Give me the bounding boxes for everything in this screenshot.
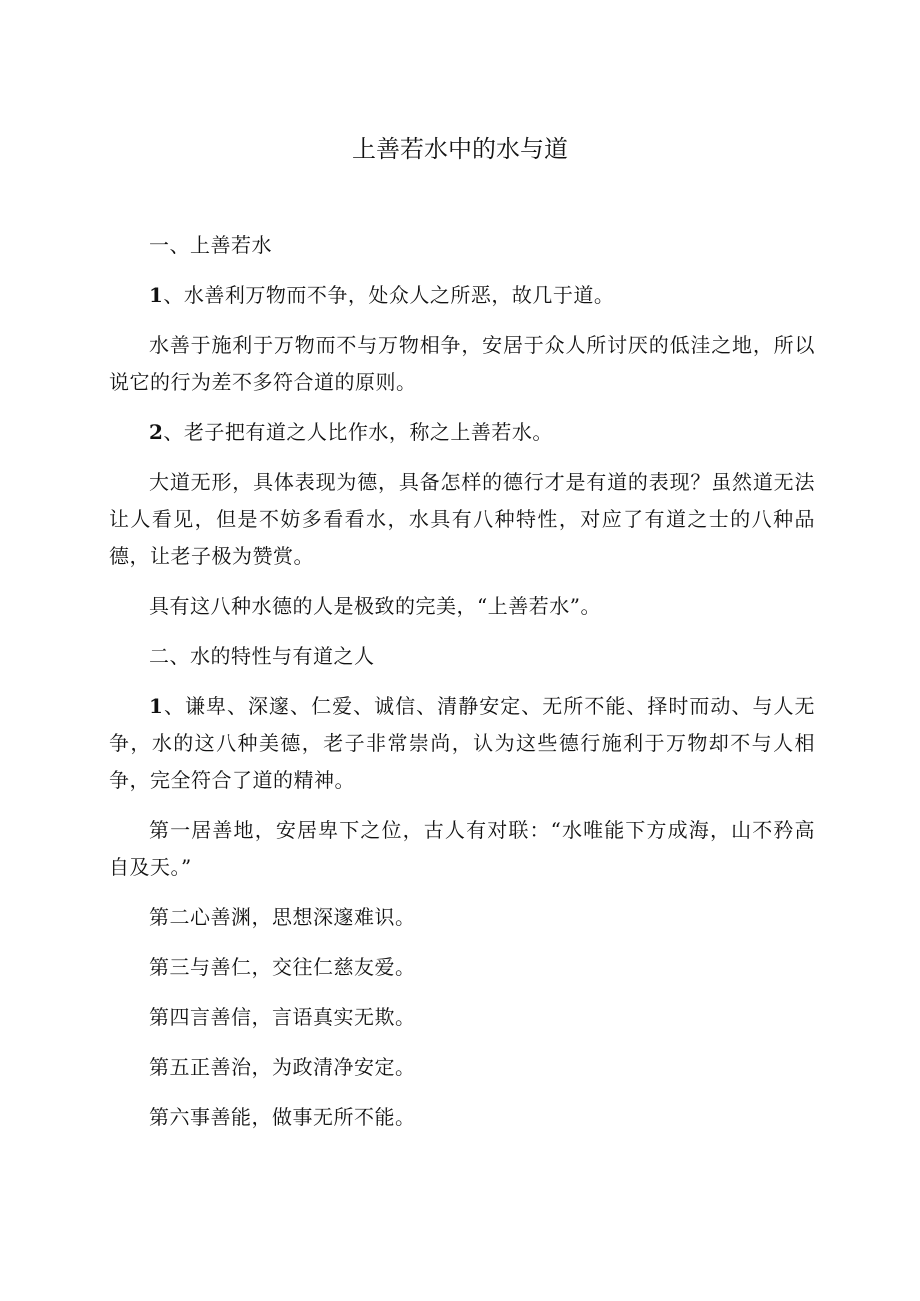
paragraph-text: 第三与善仁，交往仁慈友爱。 — [149, 955, 416, 979]
numbered-point — [109, 277, 815, 314]
numbered-point — [109, 414, 815, 451]
section-heading — [109, 227, 815, 264]
document-title: 上善若水中的水与道 — [352, 135, 568, 163]
paragraph-text: 第一居善地，安居卑下之位，古人有对联：“水唯能下方成海，山不矜高自及天。” — [109, 818, 815, 879]
paragraph — [109, 588, 815, 625]
paragraph-text: 第四言善信，言语真实无欺。 — [149, 1005, 416, 1029]
paragraph — [109, 812, 815, 886]
numbered-point — [109, 688, 815, 799]
paragraph — [109, 1049, 815, 1086]
paragraph-text: 二、水的特性与有道之人 — [149, 644, 375, 668]
paragraph-text: 第二心善渊，思想深邃难识。 — [149, 905, 416, 929]
paragraph-text: 、水善利万物而不争，处众人之所恶，故几于道。 — [163, 283, 615, 307]
paragraph — [109, 949, 815, 986]
paragraph — [109, 899, 815, 936]
paragraph-text: 、谦卑、深邃、仁爱、诚信、清静安定、无所不能、择时而动、与人无争，水的这八种美德，老子非常崇尚，认为这些德行施利于万物却不与人相争，完全符合了道的精神。 — [109, 694, 815, 792]
document-body — [109, 227, 815, 1149]
paragraph-text: 大道无形，具体表现为德，具备怎样的德行才是有道的表现？虽然道无法让人看见，但是不妨多看看水，水具有八种特性，对应了有道之士的八种品德，让老子极为赞赏。 — [109, 470, 815, 568]
point-number: 1 — [149, 694, 164, 718]
paragraph — [109, 327, 815, 401]
paragraph-text: 第六事善能，做事无所不能。 — [149, 1105, 416, 1129]
paragraph — [109, 1099, 815, 1136]
paragraph — [109, 999, 815, 1036]
paragraph-text: 第五正善治，为政清净安定。 — [149, 1055, 416, 1079]
section-heading — [109, 638, 815, 675]
paragraph-text: 水善于施利于万物而不与万物相争，安居于众人所讨厌的低洼之地，所以说它的行为差不多符合道的原则。 — [109, 333, 815, 394]
paragraph — [109, 464, 815, 575]
paragraph-text: 具有这八种水德的人是极致的完美，“上善若水”。 — [149, 594, 601, 618]
point-number: 1 — [149, 283, 164, 307]
paragraph-text: 、老子把有道之人比作水，称之上善若水。 — [163, 420, 553, 444]
point-number: 2 — [149, 420, 164, 444]
paragraph-text: 一、上善若水 — [149, 233, 272, 257]
